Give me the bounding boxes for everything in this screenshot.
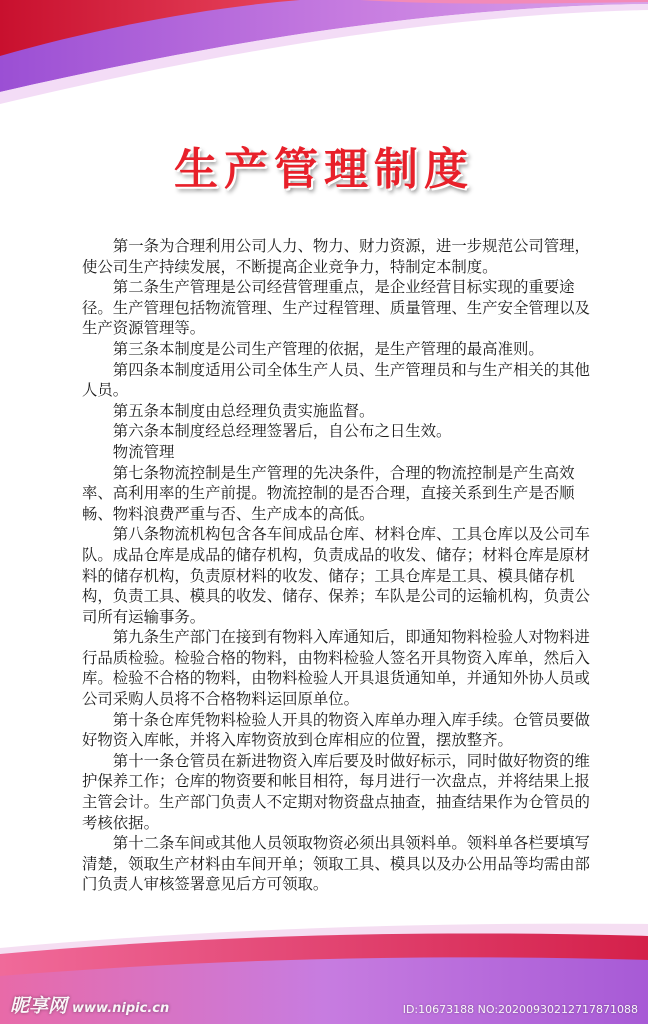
paragraph-article-10: 第十条仓库凭物料检验人开具的物资入库单办理入库手续。仓管员要做好物资入库帐，并将入库物资放到仓库相应的位置，摆放整齐。 [82, 710, 590, 750]
paragraph-article-8: 第八条物流机构包含各车间成品仓库、材料仓库、工具仓库以及公司车队。成品仓库是成品的储存机构，负责成品的收发、储存；材料仓库是原材料的储存机构，负责原材料的收发、储存；工具仓库是工具、模具储存机构，负责工具、模具的收发、储存、保养；车队是公司的运输机构，负责公司所有运输事务。 [82, 525, 590, 626]
image-id-label: ID:10673188 NO:20200930212717871088 [402, 1003, 638, 1016]
section-heading-logistics: 物流管理 [112, 442, 175, 461]
paragraph-article-6: 第六条本制度经总经理签署后，自公布之日生效。 [112, 422, 452, 441]
regulation-body [82, 236, 604, 895]
paragraph-article-12: 第十二条车间或其他人员领取物资必须出具领料单。领料单各栏要填写清楚，领取生产材料由车间开单；领取工具、模具以及办公用品等均需由部门负责人审核签署意见后方可领取。 [82, 834, 590, 894]
page-title: 生产管理制度 [174, 144, 474, 195]
paragraph-article-5: 第五条本制度由总经理负责实施监督。 [112, 401, 375, 420]
watermark-url: www.nipic.cn [72, 1001, 170, 1016]
paragraph-article-7: 第七条物流控制是生产管理的先决条件，合理的物流控制是产生高效率、高利用率的生产前提。物流控制的是否合理，直接关系到生产是否顺畅、物料浪费严重与否、生产成本的高低。 [82, 463, 575, 523]
paragraph-article-9: 第九条生产部门在接到有物料入库通知后，即通知物料检验人对物料进行品质检验。检验合格的物料，由物料检验人签名开具物资入库单，然后入库。检验不合格的物料，由物料检验人开具退货通知单，并通知外协人员或公司采购人员将不合格物料运回原单位。 [82, 628, 590, 709]
paragraph-article-1: 第一条为合理利用公司人力、物力、财力资源，进一步规范公司管理，使公司生产持续发展，不断提高企业竞争力，特制定本制度。 [82, 237, 590, 276]
top-decorative-band [0, 0, 648, 110]
paragraph-article-2: 第二条生产管理是公司经营管理重点，是企业经营目标实现的重要途径。生产管理包括物流管理、生产过程管理、质量管理、生产安全管理以及生产资源管理等。 [82, 278, 590, 338]
watermark-brand: 昵享网 [10, 995, 68, 1017]
paragraph-article-4: 第四条本制度适用公司全体生产人员、生产管理员和与生产相关的其他人员。 [82, 360, 590, 400]
paragraph-article-3: 第三条本制度是公司生产管理的依据，是生产管理的最高准则。 [112, 339, 544, 358]
site-watermark [10, 991, 169, 1018]
paragraph-article-11: 第十一条仓管员在新进物资入库后要及时做好标示，同时做好物资的维护保养工作；仓库的物资要和帐目相符，每月进行一次盘点，并将结果上报主管会计。生产部门负责人不定期对物资盘点抽查，抽查结果作为仓管员的考核依据。 [82, 751, 590, 832]
